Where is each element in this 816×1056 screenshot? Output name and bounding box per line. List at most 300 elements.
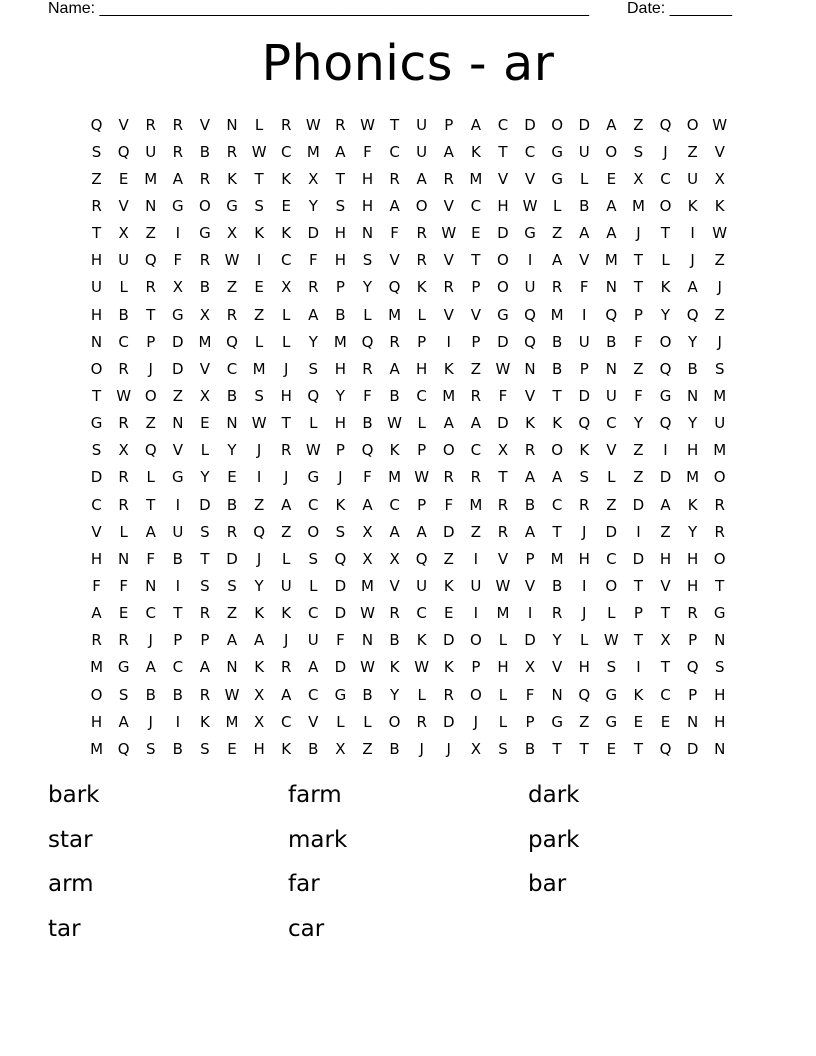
grid-cell: Z <box>552 224 563 243</box>
grid-cell: U <box>172 522 184 541</box>
grid-cell: Q <box>226 332 238 351</box>
grid-cell: C <box>606 414 617 433</box>
grid-cell: W <box>360 658 375 677</box>
grid-cell: S <box>714 359 725 378</box>
word-list-item: star <box>48 826 93 853</box>
grid-cell: U <box>605 386 617 405</box>
grid-cell: J <box>283 631 289 650</box>
grid-cell: R <box>714 495 725 514</box>
grid-cell: B <box>551 359 563 378</box>
grid-cell: Z <box>253 305 265 324</box>
grid-cell: K <box>281 739 292 758</box>
grid-cell: A <box>253 631 265 650</box>
grid-cell: A <box>281 495 292 514</box>
grid-cell: P <box>173 631 183 650</box>
grid-cell: D <box>632 549 645 568</box>
grid-cell: N <box>118 549 130 568</box>
grid-cell: I <box>527 604 533 623</box>
grid-cell: B <box>172 685 183 704</box>
grid-cell: P <box>200 631 210 650</box>
grid-cell: E <box>606 169 617 188</box>
grid-cell: O <box>605 142 618 161</box>
grid-cell: T <box>146 305 156 324</box>
grid-cell: Q <box>144 251 157 270</box>
grid-cell: C <box>497 115 509 134</box>
grid-cell: R <box>172 142 184 161</box>
grid-cell: L <box>607 468 616 487</box>
grid-cell: W <box>603 631 619 650</box>
grid-cell: O <box>307 522 320 541</box>
grid-cell: M <box>90 658 104 677</box>
grid-cell: D <box>578 386 591 405</box>
grid-cell: Y <box>308 332 318 351</box>
grid-cell: V <box>118 196 129 215</box>
grid-cell: G <box>199 224 211 243</box>
grid-cell: D <box>90 468 103 487</box>
grid-cell: A <box>470 414 481 433</box>
grid-cell: N <box>145 576 157 595</box>
grid-cell: H <box>686 549 699 568</box>
grid-cell: W <box>360 115 375 134</box>
grid-cell: W <box>522 196 538 215</box>
grid-cell: C <box>416 386 427 405</box>
grid-cell: Q <box>334 549 347 568</box>
grid-cell: A <box>443 414 454 433</box>
grid-cell: I <box>690 224 695 243</box>
word-list-item: park <box>528 826 580 853</box>
grid-cell: J <box>148 712 153 731</box>
grid-cell: V <box>524 576 536 595</box>
grid-cell: A <box>524 468 536 487</box>
grid-cell: T <box>498 142 508 161</box>
grid-cell: J <box>148 359 153 378</box>
grid-cell: A <box>308 305 319 324</box>
grid-cell: O <box>144 386 157 405</box>
grid-cell: G <box>334 685 347 704</box>
grid-cell: R <box>416 712 427 731</box>
grid-cell: M <box>442 386 456 405</box>
grid-cell: Q <box>388 278 401 297</box>
grid-cell: A <box>199 658 211 677</box>
grid-cell: B <box>226 495 238 514</box>
grid-cell: P <box>335 441 345 460</box>
grid-cell: R <box>443 468 454 487</box>
grid-cell: J <box>283 468 289 487</box>
grid-cell: P <box>525 712 535 731</box>
grid-cell: C <box>524 142 536 161</box>
grid-cell: H <box>714 712 726 731</box>
grid-cell: R <box>443 278 454 297</box>
grid-cell: Z <box>687 142 698 161</box>
grid-cell: Y <box>254 576 264 595</box>
grid-cell: R <box>443 685 454 704</box>
grid-cell: Z <box>633 468 644 487</box>
grid-cell: B <box>389 631 400 650</box>
grid-cell: A <box>579 224 590 243</box>
grid-cell: A <box>660 495 671 514</box>
grid-cell: P <box>471 332 481 351</box>
grid-cell: W <box>251 142 267 161</box>
grid-cell: W <box>495 576 511 595</box>
grid-cell: F <box>634 386 643 405</box>
grid-cell: T <box>552 522 562 541</box>
grid-cell: W <box>360 604 375 623</box>
grid-cell: A <box>606 196 617 215</box>
grid-cell: B <box>118 305 129 324</box>
grid-cell: Z <box>660 522 671 541</box>
word-list-item: dark <box>528 782 580 808</box>
grid-cell: T <box>660 224 671 243</box>
grid-cell: N <box>361 631 374 650</box>
grid-cell: A <box>362 495 373 514</box>
grid-cell: Z <box>226 604 238 623</box>
grid-cell: A <box>416 522 427 541</box>
grid-cell: Q <box>659 739 672 758</box>
grid-cell: M <box>604 251 618 270</box>
grid-cell: L <box>417 305 426 324</box>
grid-cell: T <box>335 169 345 188</box>
grid-cell: R <box>416 251 427 270</box>
grid-cell: H <box>686 441 699 460</box>
grid-cell: H <box>334 359 347 378</box>
grid-cell: J <box>338 468 343 487</box>
grid-cell: D <box>334 658 347 677</box>
grid-cell: J <box>419 739 424 758</box>
grid-cell: Z <box>253 495 265 514</box>
grid-cell: Z <box>281 522 292 541</box>
grid-cell: A <box>91 604 102 623</box>
grid-cell: O <box>497 278 509 297</box>
grid-cell: V <box>606 441 617 460</box>
grid-cell: F <box>336 631 345 650</box>
grid-cell: V <box>497 549 509 568</box>
grid-cell: L <box>607 604 616 623</box>
grid-cell: T <box>146 495 156 514</box>
grid-cell: V <box>470 305 481 324</box>
grid-cell: Z <box>633 359 644 378</box>
grid-cell: Y <box>200 468 210 487</box>
grid-cell: O <box>605 576 618 595</box>
grid-cell: C <box>470 196 482 215</box>
grid-cell: E <box>254 278 264 297</box>
grid-cell: L <box>282 549 291 568</box>
grid-cell: R <box>470 468 482 487</box>
grid-cell: S <box>362 251 373 270</box>
grid-cell: V <box>199 359 211 378</box>
grid-cell: V <box>443 251 454 270</box>
grid-cell: S <box>118 685 129 704</box>
grid-cell: G <box>551 169 563 188</box>
grid-cell: M <box>469 495 483 514</box>
grid-cell: B <box>226 386 238 405</box>
grid-cell: T <box>633 739 643 758</box>
grid-cell: R <box>145 278 156 297</box>
grid-cell: L <box>119 522 128 541</box>
grid-cell: S <box>200 576 210 595</box>
grid-cell: R <box>551 604 563 623</box>
grid-cell: Y <box>362 278 373 297</box>
grid-cell: H <box>90 305 103 324</box>
grid-cell: P <box>146 332 156 351</box>
grid-cell: K <box>227 169 237 188</box>
grid-cell: J <box>473 712 479 731</box>
grid-cell: A <box>606 115 617 134</box>
grid-cell: U <box>416 576 428 595</box>
grid-cell: M <box>388 305 402 324</box>
grid-cell: I <box>636 522 641 541</box>
grid-cell: R <box>714 522 725 541</box>
grid-cell: P <box>335 278 345 297</box>
grid-cell: S <box>227 576 237 595</box>
grid-cell: T <box>173 604 183 623</box>
grid-cell: I <box>473 604 479 623</box>
grid-cell: R <box>199 251 211 270</box>
grid-cell: J <box>690 251 695 270</box>
grid-cell: O <box>686 115 699 134</box>
grid-cell: H <box>334 224 347 243</box>
grid-cell: Q <box>686 658 699 677</box>
grid-cell: T <box>471 251 481 270</box>
grid-cell: R <box>280 441 292 460</box>
grid-cell: R <box>118 631 129 650</box>
grid-cell: A <box>416 169 427 188</box>
grid-cell: K <box>389 658 400 677</box>
grid-cell: V <box>199 115 211 134</box>
grid-cell: E <box>606 739 617 758</box>
grid-cell: R <box>91 631 102 650</box>
grid-cell: P <box>444 115 454 134</box>
word-list-item: arm <box>48 871 94 897</box>
grid-cell: G <box>90 414 103 433</box>
grid-cell: L <box>498 712 508 731</box>
grid-cell: Z <box>226 278 238 297</box>
grid-cell: A <box>308 658 319 677</box>
grid-cell: Z <box>470 359 481 378</box>
grid-cell: U <box>91 278 103 297</box>
grid-cell: A <box>687 278 698 297</box>
grid-cell: X <box>362 522 373 541</box>
grid-cell: O <box>415 196 428 215</box>
grid-cell: G <box>713 604 726 623</box>
grid-cell: A <box>389 522 400 541</box>
page-title: Phonics - ar <box>261 35 555 92</box>
grid-cell: L <box>580 631 589 650</box>
grid-cell: W <box>712 224 728 243</box>
grid-cell: V <box>524 386 536 405</box>
grid-cell: R <box>497 522 509 541</box>
grid-cell: R <box>118 359 129 378</box>
grid-cell: B <box>524 739 536 758</box>
grid-cell: B <box>524 495 536 514</box>
grid-cell: A <box>389 196 400 215</box>
grid-cell: S <box>633 142 644 161</box>
grid-cell: Q <box>605 305 618 324</box>
grid-cell: U <box>578 332 590 351</box>
grid-cell: U <box>280 576 292 595</box>
grid-cell: R <box>118 495 129 514</box>
grid-cell: I <box>582 576 587 595</box>
grid-cell: B <box>172 549 183 568</box>
grid-cell: X <box>524 658 536 677</box>
grid-cell: L <box>282 332 291 351</box>
grid-cell: W <box>305 441 321 460</box>
grid-cell: V <box>172 441 183 460</box>
grid-cell: H <box>659 549 672 568</box>
grid-cell: X <box>172 278 183 297</box>
grid-cell: K <box>443 658 454 677</box>
grid-cell: M <box>713 386 727 405</box>
grid-cell: X <box>118 441 129 460</box>
grid-cell: J <box>446 739 451 758</box>
grid-cell: D <box>524 631 536 650</box>
grid-cell: D <box>442 522 455 541</box>
grid-cell: A <box>145 522 156 541</box>
grid-cell: Q <box>253 522 266 541</box>
grid-cell: Z <box>633 441 644 460</box>
grid-cell: V <box>443 305 454 324</box>
grid-cell: W <box>414 658 430 677</box>
grid-cell: B <box>687 359 698 378</box>
grid-cell: V <box>579 251 590 270</box>
grid-cell: B <box>389 739 400 758</box>
grid-cell: G <box>605 685 618 704</box>
grid-cell: X <box>199 386 211 405</box>
grid-cell: N <box>714 739 726 758</box>
grid-cell: W <box>387 414 402 433</box>
grid-cell: Q <box>361 332 374 351</box>
grid-cell: H <box>361 169 374 188</box>
grid-cell: E <box>281 196 291 215</box>
grid-cell: E <box>633 712 644 731</box>
grid-cell: V <box>497 169 509 188</box>
grid-cell: W <box>224 251 240 270</box>
grid-cell: B <box>551 576 563 595</box>
grid-cell: R <box>226 305 238 324</box>
grid-cell: Q <box>659 359 672 378</box>
grid-cell: U <box>714 414 726 433</box>
grid-cell: C <box>145 604 156 623</box>
grid-cell: H <box>280 386 292 405</box>
grid-cell: H <box>578 658 590 677</box>
grid-cell: U <box>145 142 157 161</box>
grid-cell: J <box>717 278 722 297</box>
grid-cell: E <box>118 604 129 623</box>
grid-cell: M <box>90 739 104 758</box>
grid-cell: I <box>175 495 181 514</box>
grid-cell: F <box>363 386 372 405</box>
grid-cell: X <box>308 169 319 188</box>
grid-cell: N <box>524 359 536 378</box>
grid-cell: K <box>633 685 644 704</box>
grid-cell: C <box>660 169 671 188</box>
grid-cell: B <box>172 739 183 758</box>
grid-cell: A <box>226 631 238 650</box>
grid-cell: N <box>714 631 726 650</box>
grid-cell: B <box>145 685 156 704</box>
grid-cell: P <box>471 658 481 677</box>
grid-cell: Q <box>524 305 536 324</box>
grid-cell: P <box>525 549 535 568</box>
grid-cell: Q <box>686 305 699 324</box>
grid-cell: I <box>527 251 533 270</box>
grid-cell: U <box>416 115 428 134</box>
grid-cell: R <box>389 169 400 188</box>
grid-cell: C <box>280 712 292 731</box>
grid-cell: Z <box>606 495 617 514</box>
grid-cell: N <box>226 414 238 433</box>
grid-cell: M <box>713 441 727 460</box>
grid-cell: K <box>254 658 265 677</box>
grid-cell: S <box>200 739 210 758</box>
grid-cell: Q <box>361 441 374 460</box>
grid-cell: H <box>497 196 509 215</box>
grid-cell: R <box>687 604 698 623</box>
grid-cell: O <box>551 115 564 134</box>
grid-cell: K <box>525 414 535 433</box>
grid-cell: N <box>361 224 374 243</box>
grid-cell: G <box>497 305 509 324</box>
grid-cell: Z <box>91 169 102 188</box>
grid-cell: Q <box>90 115 103 134</box>
grid-cell: F <box>363 468 372 487</box>
grid-cell: S <box>498 739 508 758</box>
grid-cell: C <box>308 604 319 623</box>
grid-cell: G <box>551 712 563 731</box>
grid-cell: T <box>633 278 643 297</box>
grid-cell: G <box>659 386 672 405</box>
grid-cell: Q <box>307 386 320 405</box>
word-list-item: tar <box>48 915 81 942</box>
grid-cell: H <box>90 712 103 731</box>
grid-cell: P <box>417 495 427 514</box>
grid-cell: E <box>118 169 129 188</box>
grid-cell: R <box>199 685 211 704</box>
grid-cell: Y <box>660 305 671 324</box>
grid-cell: P <box>471 278 481 297</box>
grid-cell: D <box>497 414 509 433</box>
grid-cell: G <box>524 224 536 243</box>
header-line <box>48 0 748 20</box>
grid-cell: R <box>308 278 319 297</box>
grid-cell: C <box>172 658 184 677</box>
grid-cell: M <box>306 142 320 161</box>
grid-cell: H <box>334 251 347 270</box>
grid-cell: M <box>361 576 374 595</box>
grid-cell: N <box>605 278 617 297</box>
grid-cell: Y <box>633 414 643 433</box>
grid-cell: T <box>498 468 508 487</box>
grid-cell: E <box>227 739 237 758</box>
grid-cell: O <box>497 251 509 270</box>
grid-cell: Y <box>389 685 400 704</box>
grid-cell: R <box>280 115 292 134</box>
grid-cell: W <box>712 115 728 134</box>
word-list-item: bark <box>48 782 100 808</box>
grid-cell: H <box>578 549 590 568</box>
grid-cell: E <box>200 414 210 433</box>
grid-cell: Z <box>633 115 644 134</box>
grid-cell: C <box>91 495 102 514</box>
grid-cell: R <box>118 468 129 487</box>
grid-cell: O <box>659 332 672 351</box>
grid-cell: C <box>389 142 400 161</box>
grid-cell: P <box>417 441 427 460</box>
grid-cell: Y <box>688 522 698 541</box>
grid-cell: Y <box>227 441 237 460</box>
grid-cell: X <box>633 169 644 188</box>
grid-cell: Z <box>362 739 373 758</box>
grid-cell: O <box>713 468 726 487</box>
